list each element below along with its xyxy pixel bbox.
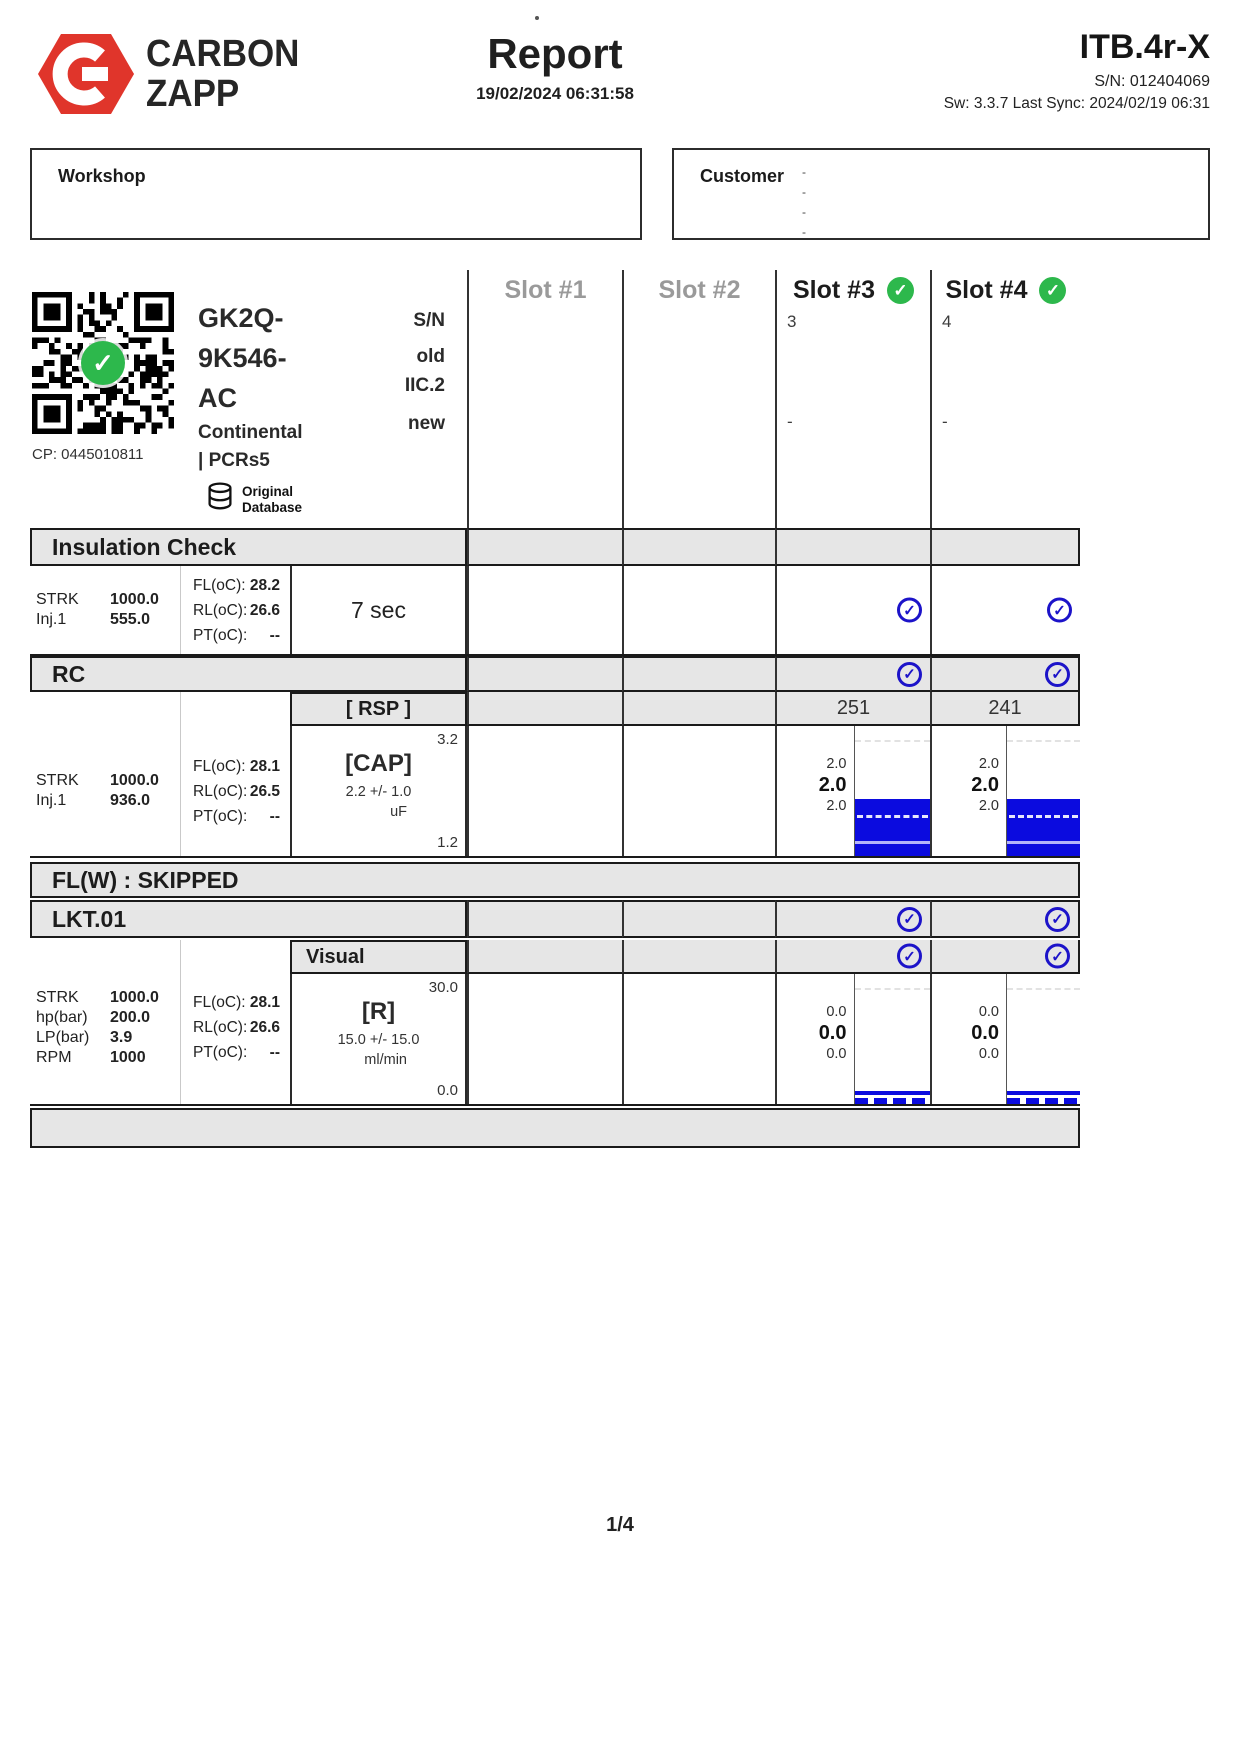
slot3-header-cell (775, 270, 930, 528)
lkt-measure-name: [R] (361, 998, 396, 1025)
database-label (242, 484, 302, 516)
qr-code-icon (32, 292, 174, 434)
temp-key: RL(oC): (193, 1019, 248, 1036)
rc-slot4-bar (930, 656, 1080, 692)
rc-slot4-max-val: 2.0 (978, 755, 999, 772)
lkt-slot4-avg-val: 0.0 (971, 1021, 999, 1044)
slot3-title: Slot #3 (793, 276, 875, 304)
temp-key: RL(oC): (193, 782, 248, 800)
brand-name (146, 34, 299, 114)
lkt-slot1-result (467, 974, 622, 1104)
param-value: 1000.0 (110, 772, 159, 789)
report-title: Report (487, 30, 623, 77)
lkt-measure-cell (290, 974, 467, 1104)
customer-dash: - (802, 205, 806, 219)
database-label-line: Original (242, 483, 294, 499)
insulation-temps (180, 566, 290, 654)
database-icon (206, 482, 234, 517)
param-value: 1000.0 (110, 989, 159, 1006)
lkt-title: LKT.01 (52, 905, 127, 932)
param-key: hp(bar) (36, 1009, 88, 1026)
insulation-slot4-bar (930, 528, 1080, 566)
rc-slot4-result (930, 726, 1080, 856)
rc-temps (180, 726, 290, 856)
lkt-slot4-bar (930, 900, 1080, 938)
rc-title: RC (52, 660, 86, 687)
rc-slot3-bar-chart (854, 726, 931, 856)
insulation-slot4-result (930, 566, 1080, 654)
lkt-slot3-max-val: 0.0 (826, 1003, 847, 1020)
flw-title: FL(W) : SKIPPED (52, 866, 239, 893)
lkt-spec: 15.0 +/- 15.0 (337, 1032, 420, 1048)
part-manufacturer: Continental (198, 422, 303, 443)
visual-slot1-cell (467, 940, 622, 974)
visual-slot4-pass-icon: ✓ (1045, 944, 1070, 969)
lkt-slot3-avg-val: 0.0 (818, 1021, 847, 1044)
rc-slot4-avg-val: 2.0 (971, 773, 999, 796)
flw-skipped-bar (30, 862, 1080, 898)
param-key: RPM (36, 1049, 72, 1066)
table-footer-bar (30, 1108, 1080, 1148)
temp-key: PT(oC): (193, 626, 248, 644)
customer-label: Customer (700, 166, 785, 186)
label-iic: IIC.2 (404, 375, 445, 396)
lkt-params (30, 974, 180, 1104)
lkt-slot4-result (930, 974, 1080, 1104)
slot2-header-cell (622, 270, 775, 528)
customer-placeholder-dashes (802, 162, 806, 242)
rc-slot3-pass-icon: ✓ (897, 662, 922, 687)
rc-measure-name: [CAP] (345, 750, 412, 777)
temp-value: 28.1 (249, 757, 280, 775)
rc-slot2-bar (622, 656, 775, 692)
temp-value: 28.2 (249, 576, 280, 594)
rc-measure-cell (290, 726, 467, 856)
customer-box (672, 148, 1210, 240)
part-number-line: 9K546- (198, 343, 287, 373)
temp-key: FL(oC): (193, 757, 246, 775)
visual-slot3-pass-icon: ✓ (897, 944, 922, 969)
part-field-labels (405, 310, 445, 435)
param-value: 3.9 (110, 1029, 133, 1046)
rc-slot3-bar (775, 656, 930, 692)
temp-key: PT(oC): (193, 1044, 248, 1061)
rc-slot1-result (467, 726, 622, 856)
lkt-unit: ml/min (364, 1052, 407, 1068)
slot2-title: Slot #2 (658, 276, 741, 304)
device-sw-sync: Sw: 3.3.7 Last Sync: 2024/02/19 06:31 (943, 95, 1210, 112)
slot1-header-cell (467, 270, 622, 528)
insulation-measure-cell (290, 566, 467, 654)
param-key: Inj.1 (36, 792, 67, 809)
slot-header-row (30, 270, 1080, 528)
slot4-new-dash: - (942, 412, 948, 431)
part-number-line: AC (198, 383, 237, 413)
insulation-header-row (30, 528, 1080, 566)
visual-row (30, 940, 1080, 974)
page-number: 1/4 (606, 1514, 634, 1536)
lkt-scale-min: 0.0 (437, 1082, 458, 1099)
rc-slot3-min-val: 2.0 (826, 797, 847, 814)
slot1-title: Slot #1 (504, 276, 587, 304)
lkt-header-row (30, 900, 1080, 938)
customer-dash: - (802, 185, 806, 199)
part-cp-number: CP: 0445010811 (32, 446, 144, 463)
temp-value: 26.6 (249, 1019, 280, 1036)
lkt-slot4-pass-icon: ✓ (1045, 907, 1070, 932)
visual-slot2-cell (622, 940, 775, 974)
slot3-pass-check-icon: ✓ (887, 277, 914, 304)
insulation-slot2-result (622, 566, 775, 654)
rc-scale-min: 1.2 (437, 834, 458, 851)
part-number (198, 298, 287, 418)
insulation-slot3-result (775, 566, 930, 654)
part-number-line: GK2Q- (198, 303, 284, 333)
lkt-slot3-min-val: 0.0 (826, 1045, 847, 1062)
insulation-duration: 7 sec (351, 596, 406, 623)
rc-scale-max: 3.2 (437, 731, 458, 748)
rsp-slot2-value (622, 692, 775, 726)
rc-unit: uF (390, 804, 407, 820)
temp-key: FL(oC): (193, 994, 246, 1011)
rc-slot2-result (622, 726, 775, 856)
lkt-slot1-bar (467, 900, 622, 938)
database-label-line: Database (242, 499, 303, 515)
lkt-slot4-min-val: 0.0 (978, 1045, 999, 1062)
rc-slot4-bar-chart (1006, 726, 1080, 856)
report-datetime: 19/02/2024 06:31:58 (476, 84, 634, 103)
customer-dash: - (802, 165, 806, 179)
slot3-new-dash: - (787, 412, 793, 431)
temp-value: 26.6 (249, 601, 280, 619)
brand-line-1: CARBON (146, 33, 300, 75)
lkt-slot4-max-val: 0.0 (978, 1003, 999, 1020)
lkt-slot3-pass-icon: ✓ (897, 907, 922, 932)
visual-label: Visual (306, 945, 365, 968)
param-key: Inj.1 (36, 611, 67, 628)
rc-slot4-min-val: 2.0 (978, 797, 999, 814)
part-info-cell (30, 270, 467, 528)
customer-dash: - (802, 225, 806, 239)
slot4-header-cell (930, 270, 1080, 528)
insulation-data-row (30, 566, 1080, 656)
rsp-slot4-value: 241 (930, 692, 1080, 726)
label-sn: S/N (413, 310, 445, 331)
lkt-slot4-bar-chart (1006, 974, 1080, 1104)
temp-value: 28.1 (249, 994, 280, 1011)
insulation-slot1-result (467, 566, 622, 654)
rc-data-row (30, 726, 1080, 858)
lkt-temps (180, 974, 290, 1104)
insulation-title: Insulation Check (52, 533, 237, 560)
slot4-injector-number: 4 (942, 312, 952, 331)
param-key: STRK (36, 772, 79, 789)
database-source (206, 482, 302, 517)
qr-verified-check-icon: ✓ (81, 341, 125, 385)
part-series: | PCRs5 (198, 450, 270, 471)
workshop-label: Workshop (58, 166, 146, 186)
temp-value: -- (269, 1044, 280, 1061)
lkt-slot3-bar-chart (854, 974, 931, 1104)
temp-key: FL(oC): (193, 576, 246, 594)
temp-key: RL(oC): (193, 601, 248, 619)
rc-slot3-avg-val: 2.0 (818, 773, 847, 796)
carbon-zapp-logo-icon (36, 26, 136, 122)
insulation-params (30, 566, 180, 654)
param-value: 1000 (110, 1049, 146, 1066)
slot3-injector-number: 3 (787, 312, 797, 331)
rc-slot3-max-val: 2.0 (826, 755, 847, 772)
rc-params (30, 726, 180, 856)
param-value: 555.0 (110, 611, 151, 628)
report-table (30, 270, 1080, 1148)
param-key: STRK (36, 591, 79, 608)
rsp-label: [ RSP ] (345, 697, 412, 720)
lkt-slot3-bar (775, 900, 930, 938)
insulation-slot3-bar (775, 528, 930, 566)
insulation-slot2-bar (622, 528, 775, 566)
insulation-slot3-pass-icon: ✓ (897, 598, 922, 623)
lkt-scale-max: 30.0 (428, 979, 458, 996)
slot4-title: Slot #4 (945, 276, 1028, 304)
lkt-slot2-bar (622, 900, 775, 938)
lkt-slot3-result (775, 974, 930, 1104)
rc-slot1-bar (467, 656, 622, 692)
param-key: STRK (36, 989, 79, 1006)
label-old: old (416, 346, 445, 367)
param-key: LP(bar) (36, 1029, 90, 1046)
device-model: ITB.4r-X (1079, 28, 1210, 66)
rsp-row (30, 692, 1080, 726)
lkt-slot2-result (622, 974, 775, 1104)
device-serial: S/N: 012404069 (1094, 73, 1210, 90)
label-new: new (408, 413, 445, 434)
insulation-slot1-bar (467, 528, 622, 566)
rsp-slot1-value (467, 692, 622, 726)
temp-value: -- (269, 626, 280, 644)
rsp-slot3-value: 251 (775, 692, 930, 726)
param-value: 200.0 (110, 1009, 151, 1026)
rc-header-row (30, 656, 1080, 692)
insulation-slot4-pass-icon: ✓ (1047, 598, 1072, 623)
temp-key: PT(oC): (193, 807, 248, 825)
workshop-box (30, 148, 642, 240)
print-artifact-dot (535, 16, 539, 20)
param-value: 936.0 (110, 792, 151, 809)
temp-value: -- (269, 807, 280, 825)
param-value: 1000.0 (110, 591, 159, 608)
rc-slot3-result (775, 726, 930, 856)
lkt-data-row (30, 974, 1080, 1106)
temp-value: 26.5 (249, 782, 280, 800)
rc-slot4-pass-icon: ✓ (1045, 662, 1070, 687)
rc-spec: 2.2 +/- 1.0 (345, 784, 412, 800)
slot4-pass-check-icon: ✓ (1039, 277, 1066, 304)
brand-line-2: ZAPP (146, 73, 240, 115)
